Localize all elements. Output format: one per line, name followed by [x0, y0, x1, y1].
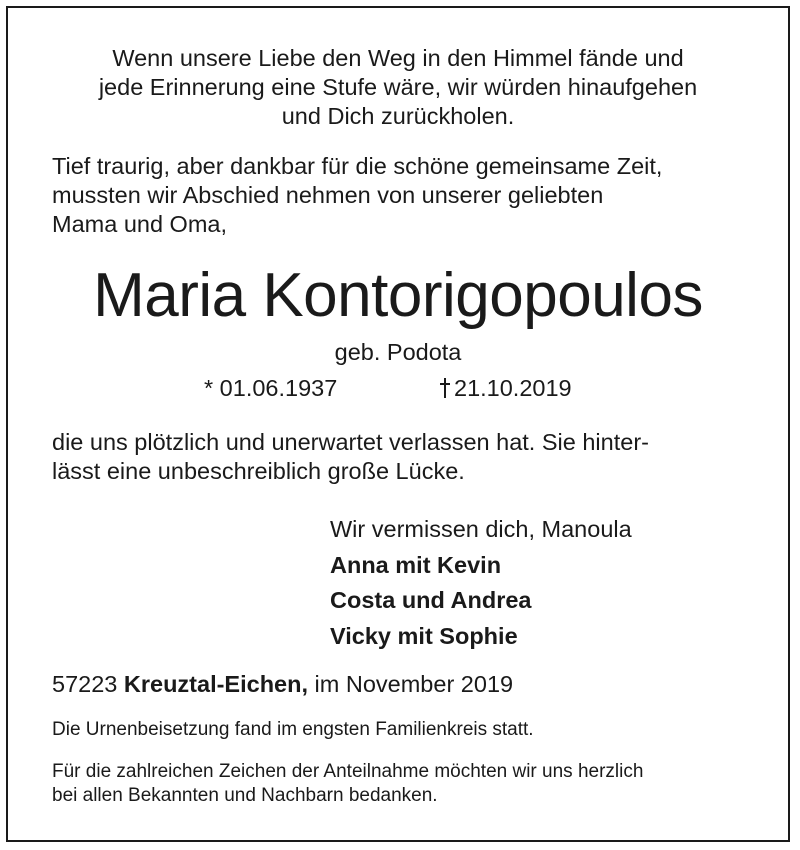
death-date: 21.10.2019 — [454, 375, 572, 401]
cross-icon — [440, 378, 450, 398]
message-line: die uns plötzlich und unerwartet verlassen hat. Sie hinter- — [52, 429, 649, 455]
obituary-notice — [6, 6, 790, 842]
family-intro: Wir vermissen dich, Manoula — [330, 516, 632, 542]
deceased-name: Maria Kontorigopoulos — [93, 261, 703, 330]
death-date-group — [440, 374, 572, 403]
memorial-verse — [8, 44, 788, 131]
birth-date: * 01.06.1937 — [204, 375, 338, 401]
notice-date: im November 2019 — [314, 671, 514, 697]
thanks-line: bei allen Bekannten und Nachbarn bedanken. — [52, 785, 438, 806]
intro-line: Mama und Oma, — [52, 211, 228, 237]
intro-text — [52, 152, 752, 239]
message-text — [52, 428, 752, 486]
verse-line: jede Erinnerung eine Stufe wäre, wir würden hinaufgehen — [98, 74, 698, 100]
family-member: Anna mit Kevin — [330, 551, 502, 578]
verse-line: Wenn unsere Liebe den Weg in den Himmel fände und — [112, 45, 684, 71]
intro-line: mussten wir Abschied nehmen von unserer geliebten — [52, 182, 604, 208]
life-dates — [8, 374, 788, 404]
family-signature — [330, 512, 632, 654]
burial-notice: Die Urnenbeisetzung fand im engsten Familienkreis statt. — [52, 719, 534, 740]
zip-code: 57223 — [52, 671, 118, 697]
family-member: Vicky mit Sophie — [330, 622, 518, 649]
thanks-text — [52, 760, 752, 808]
family-member: Costa und Andrea — [330, 587, 532, 613]
message-line: lässt eine unbeschreiblich große Lücke. — [52, 458, 465, 484]
thanks-line: Für die zahlreichen Zeichen der Anteilnahme möchten wir uns herzlich — [52, 761, 644, 782]
place-and-date — [52, 670, 752, 699]
intro-line: Tief traurig, aber dankbar für die schöne gemeinsame Zeit, — [52, 153, 663, 179]
maiden-name: geb. Podota — [334, 339, 462, 365]
city-name: Kreuztal-Eichen, — [123, 671, 309, 697]
verse-line: und Dich zurückholen. — [281, 103, 515, 129]
